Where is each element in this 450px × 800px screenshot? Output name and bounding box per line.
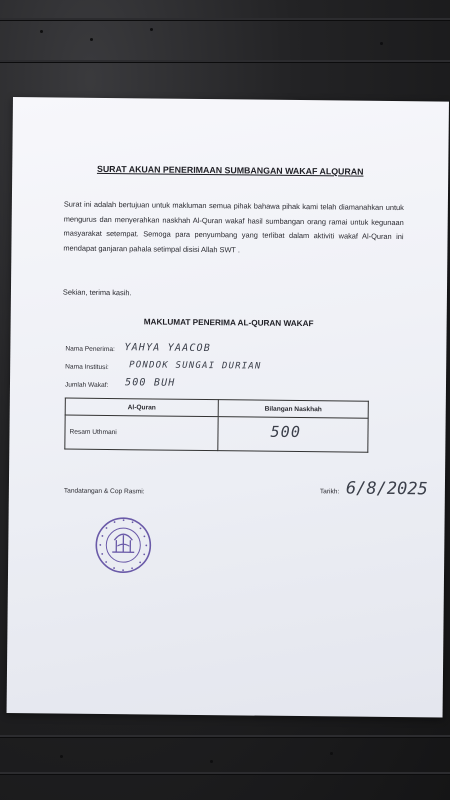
institution-label: Nama Institusi: <box>65 363 109 372</box>
seat-perforation <box>40 30 43 33</box>
table-header-count: Bilangan Naskhah <box>218 400 368 419</box>
seat-perforation <box>150 28 153 31</box>
closing-text: Sekian, terima kasih. <box>62 287 132 298</box>
count-handwritten: 500 <box>270 422 302 442</box>
recipient-name-handwritten: YAHYA YAACOB <box>124 342 212 355</box>
body-paragraph: Surat ini adalah bertujuan untuk makluman semua pihak bahawa pihak kami telah diamanahkan untuk mengurus dan menyerahkan naskhah Al-Quran wakaf hasil sumbangan orang ramai untuk kegunaan masyarakat setempat. Semoga para penyumbang yang terlibat dalam aktiviti wakaf Al-Quran ini mendapat ganjaran pahala setimpal disisi Allah SWT . <box>63 199 404 255</box>
document-title: SURAT AKUAN PENERIMAAN SUMBANGAN WAKAF ALQURAN <box>96 163 364 177</box>
amount-handwritten: 500 BUH <box>124 377 176 389</box>
quran-table <box>64 398 369 453</box>
table-cell-count <box>218 417 368 453</box>
seat-perforation <box>90 38 93 41</box>
seat-perforation <box>60 755 63 758</box>
wakaf-acknowledgement-letter <box>7 97 449 718</box>
seat-seam <box>0 60 450 62</box>
table-row <box>65 415 368 452</box>
table-header-quran: Al-Quran <box>65 398 218 417</box>
official-stamp <box>94 516 153 575</box>
seat-perforation <box>380 42 383 45</box>
section-title: MAKLUMAT PENERIMA AL-QURAN WAKAF <box>143 317 314 329</box>
date-label: Tarikh: <box>319 488 340 496</box>
amount-label: Jumlah Wakaf: <box>64 381 109 390</box>
institution-name-handwritten: PONDOK SUNGAI DURIAN <box>129 360 262 372</box>
signature-label: Tandatangan & Cop Rasmi: <box>63 487 145 496</box>
recipient-label: Nama Penerima: <box>65 345 115 354</box>
seat-perforation <box>330 752 333 755</box>
table-cell-quran-type: Resam Uthmani <box>65 415 218 451</box>
seat-seam <box>0 735 450 737</box>
date-handwritten: 6/8/2025 <box>345 478 428 500</box>
stamp-seal-icon <box>94 516 153 575</box>
seat-seam <box>0 18 450 20</box>
seat-seam <box>0 772 450 774</box>
seat-perforation <box>210 760 213 763</box>
